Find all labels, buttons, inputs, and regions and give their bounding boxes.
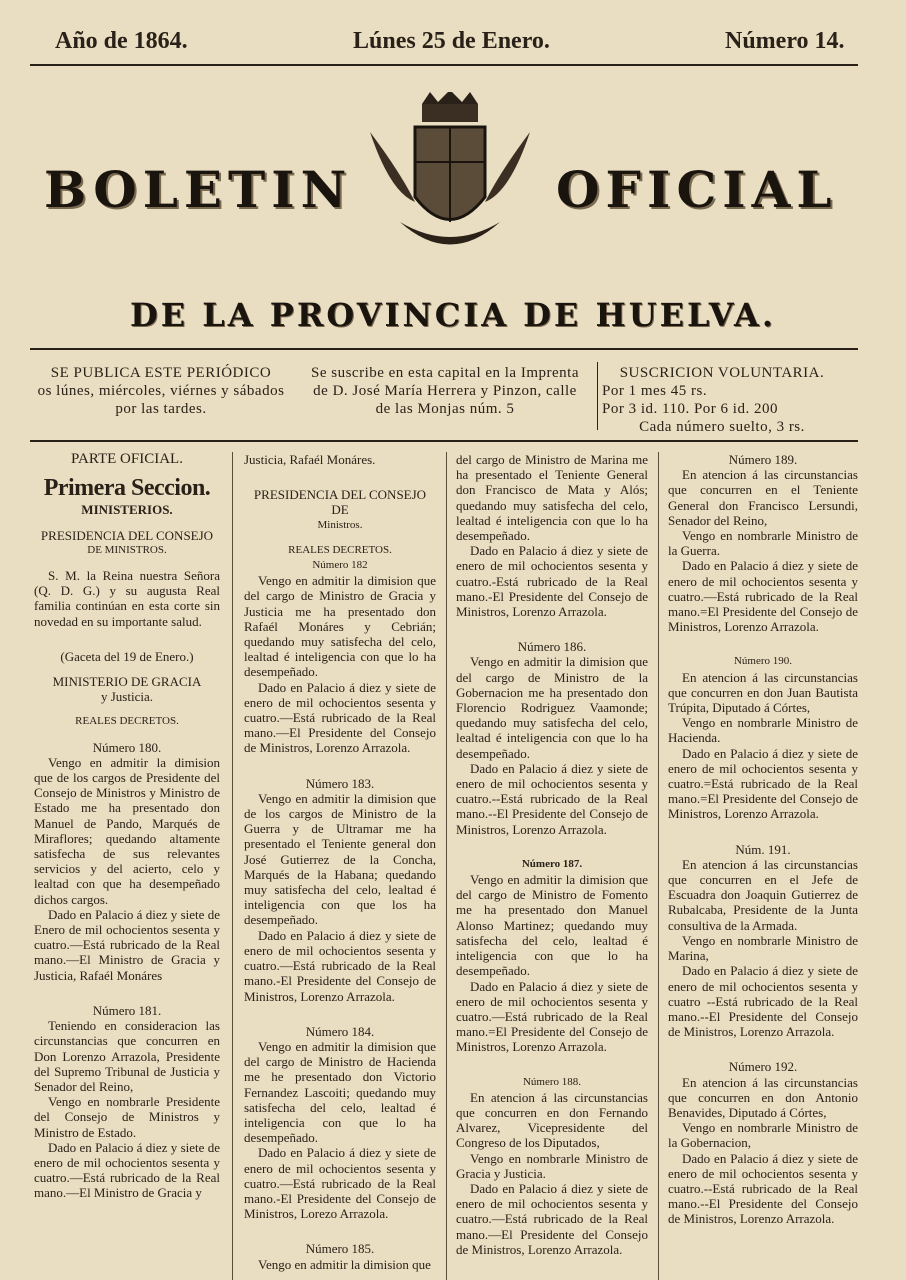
paragraph: Justicia, Rafaél Monáres. bbox=[244, 452, 376, 467]
decree-number: Número 185. bbox=[305, 1241, 375, 1257]
column-3 bbox=[456, 452, 648, 1257]
paragraph: Dado en Palacio á diez y siete de enero de mil ochocientos sesenta y cuatro --Está rubricado de la Real mano.--El Presidente del Consejo de Ministros, Lorenzo Arrazola. bbox=[668, 963, 858, 1040]
info-right-line: Cada número suelto, 3 rs. bbox=[639, 419, 805, 435]
paragraph: En atencion á las circunstancias que concurren en el Teniente General don Francisco Lersundi, Senador del Reino, bbox=[668, 467, 858, 528]
paragraph: En atencion á las circunstancias que concurren en don Juan Bautista Trúpita, Diputado á Córtes, bbox=[668, 669, 858, 716]
issue-number: Número 14. bbox=[725, 28, 845, 54]
paragraph: Dado en Palacio á diez y siete de enero de mil ochocientos sesenta y cuatro.—Está rubricado de la Real mano.—El Ministro de Gracia y bbox=[34, 1139, 220, 1201]
heading-line: MINISTERIO DE GRACIA bbox=[52, 674, 202, 690]
info-left-line: por las tardes. bbox=[115, 401, 207, 417]
paragraph: En atencion á las circunstancias que concurren en el Jefe de Escuadra don Joaquin Gutierrez de Rubalcaba, Presidente de la Junta consultiva de la Armada. bbox=[668, 856, 858, 933]
masthead-title-right: OFICIAL bbox=[556, 160, 838, 219]
decree-number: Número 192. bbox=[728, 1059, 798, 1075]
paragraph: En atencion á las circunstancias que concurren en don Antonio Benavides, Diputado á Córtes, bbox=[668, 1074, 858, 1120]
column-divider bbox=[658, 452, 659, 1280]
masthead-title-left: BOLETIN bbox=[44, 160, 353, 219]
heading-line: PRESIDENCIA DEL CONSEJO bbox=[40, 527, 214, 543]
column-4 bbox=[668, 452, 858, 1227]
paragraph: Dado en Palacio á diez y siete de enero de mil ochocientos sesenta y cuatro.--Está rubricado de la Real mano.--El Presidente del Consejo de Ministros, Lorenzo Arrazola. bbox=[668, 1150, 858, 1227]
issue-year: Año de 1864. bbox=[55, 28, 188, 54]
decree-number: Número 183. bbox=[305, 775, 375, 791]
paragraph: Dado en Palacio á diez y siete de enero de mil ochocientos sesenta y cuatro.—Está rubricado de la Real mano.-El Presidente del Consejo de Ministros, Lorenzo Arrazola. bbox=[244, 927, 436, 1004]
paragraph: Dado en Palacio á diez y siete de enero de mil ochocientos sesenta y cuatro.—Está rubricado de la Real mano.=El Presidente del Consejo de Ministros, Lorenzo Arrazola. bbox=[668, 558, 858, 635]
paragraph: Vengo en nombrarle Ministro de Marina, bbox=[668, 932, 858, 964]
info-center-line: de las Monjas núm. 5 bbox=[375, 401, 515, 417]
paragraph: del cargo de Ministro de Marina me ha presentado el Teniente General don Francisco de Mata y Alós; quedando muy satisfecha del celo, lealtad é inteligencia con que lo ha desempeñado. bbox=[456, 452, 648, 544]
paragraph: Dado en Palacio á diez y siete de enero de mil ochocientos sesenta y cuatro.—Está rubricado de la Real mano.=El Presidente del Consejo de Ministros, Lorenzo Arrazola. bbox=[456, 978, 648, 1055]
paragraph: Vengo en nombrarle Ministro de Gracia y Justicia. bbox=[456, 1150, 648, 1181]
heading-line: REALES DECRETOS. bbox=[75, 715, 179, 728]
heading-line: y Justicia. bbox=[101, 689, 153, 705]
column-2 bbox=[244, 452, 436, 1272]
heading-line: PRESIDENCIA DEL CONSEJO DE bbox=[253, 487, 427, 518]
header-line bbox=[55, 28, 845, 60]
section-title: Primera Seccion. bbox=[43, 475, 211, 502]
paragraph: Dado en Palacio á diez y siete de enero de mil ochocientos sesenta y cuatro.-Está rubricado de la Real mano.-El Presidente del Consejo de Ministros, Lorenzo Arrazola. bbox=[456, 543, 648, 620]
paragraph: Dado en Palacio á diez y siete de enero de mil ochocientos sesenta y cuatro.—Está rubricado de la Real mano.—El Presidente del Consejo de Ministros, Lorenzo Arrazola. bbox=[456, 1180, 648, 1257]
section-heading: PARTE OFICIAL. bbox=[71, 451, 183, 467]
masthead-rule bbox=[30, 348, 858, 350]
paragraph: Vengo en nombrarle Ministro de Hacienda. bbox=[668, 715, 858, 746]
subsection-heading: MINISTERIOS. bbox=[81, 502, 173, 518]
decree-number: Número 190. bbox=[733, 655, 793, 668]
info-center-line: de D. José María Herrera y Pinzon, calle bbox=[313, 383, 577, 399]
columns-top-rule bbox=[30, 440, 858, 442]
paragraph: Dado en Palacio á diez y siete de enero de mil ochocientos sesenta y cuatro.—Está rubricado de la Real mano.—El Presidente del Consejo de Ministros, Lorenzo Arrazola. bbox=[244, 679, 436, 756]
paragraph: Dado en Palacio á diez y siete de enero de mil ochocientos sesenta y cuatro.--Está rubricado de la Real mano.--El Presidente del Consejo de Ministros, Lorenzo Arrazola. bbox=[456, 760, 648, 837]
header-rule bbox=[30, 64, 858, 66]
column-divider bbox=[232, 452, 233, 1280]
paragraph: Vengo en admitir la dimision que del cargo de Ministro de la Gobernacion me ha presentado don Florencio Rodriguez Vaamonde; quedando muy satisfecha del celo, lealtad é inteligencia con que lo ha desempeñado. bbox=[456, 654, 648, 761]
decree-number: Número 187. bbox=[521, 857, 583, 870]
decree-number: Número 182 bbox=[312, 559, 368, 572]
decree-number: Número 181. bbox=[92, 1002, 162, 1018]
info-right-line: Por 1 mes 45 rs. bbox=[602, 383, 708, 399]
decree-number: Número 186. bbox=[517, 639, 587, 655]
issue-date: Lúnes 25 de Enero. bbox=[353, 28, 550, 54]
info-left-line: SE PUBLICA ESTE PERIÓDICO bbox=[50, 365, 272, 381]
info-divider bbox=[597, 362, 598, 430]
publication-schedule bbox=[30, 364, 292, 418]
paragraph: Vengo en nombrarle Presidente del Consejo de Ministros y Ministro de Estado. bbox=[34, 1094, 220, 1140]
paragraph: En atencion á las circunstancias que concurren en don Fernando Alvarez, Vicepresidente del Congreso de los Diputados, bbox=[456, 1089, 648, 1151]
info-left-line: os lúnes, miércoles, viérnes y sábados bbox=[37, 383, 285, 399]
paragraph: Vengo en admitir la dimision que de los cargos de Ministro de la Guerra y de Ultramar me ha presentado el Teniente general don José Gutierrez de la Concha, Marqués de la Habana; quedando muy satisfecha del celo, lealtad é inteligencia con que los ha desempeñado. bbox=[244, 790, 436, 928]
column-divider bbox=[446, 452, 447, 1280]
info-right-line: SUSCRICION VOLUNTARIA. bbox=[619, 365, 825, 381]
subscription-place bbox=[300, 364, 590, 418]
paragraph: S. M. la Reina nuestra Señora (Q. D. G.) y su augusta Real familia continúan en esta corte sin novedad en su importante salud. bbox=[34, 568, 220, 629]
heading-line: DE MINISTROS. bbox=[87, 543, 167, 556]
paragraph: Dado en Palacio á diez y siete de enero de mil ochocientos sesenta y cuatro.=Está rubricado de la Real mano.=El Presidente del Consejo de Ministros, Lorenzo Arrazola. bbox=[668, 745, 858, 822]
paragraph: Vengo en admitir la dimision que del cargo de Ministro de Gracia y Justicia me ha presentado don Rafaél Monáres y Cebrián; quedando muy satisfecha del celo, lealtad é inteligencia con que lo ha desempeñado. bbox=[244, 573, 436, 680]
decree-number: Número 180. bbox=[92, 739, 162, 755]
paragraph: Vengo en nombrarle Ministro de la Gobernacion, bbox=[668, 1120, 858, 1151]
paragraph: Dado en Palacio á diez y siete de Enero de mil ochocientos sesenta y cuatro.—Está rubricado de la Real mano.—El Ministro de Gracia y Justicia, Rafaél Monáres bbox=[34, 906, 220, 983]
decree-number: Núm. 191. bbox=[735, 841, 791, 857]
paragraph: Dado en Palacio á diez y siete de enero de mil ochocientos sesenta y cuatro.—Está rubricado de la Real mano.-El Presidente del Consejo de Ministros, Lorezo Arrazola. bbox=[244, 1145, 436, 1222]
subscription-prices bbox=[602, 364, 842, 436]
decree-number: Número 184. bbox=[305, 1023, 375, 1039]
column-1 bbox=[34, 452, 220, 1201]
paragraph: Vengo en admitir la dimision que de los cargos de Presidente del Consejo de Ministros y Ministro de Estado me ha presentado don Manuel de Pando, Marqués de Miraflores; quedando altamente satisfecha de sus relevantes servicios y del acierto, celo y lealtad con que ha desempeñado dichos cargos. bbox=[34, 754, 220, 907]
paragraph: Vengo en nombrarle Ministro de la Guerra. bbox=[668, 528, 858, 559]
heading-line: Ministros. bbox=[317, 518, 363, 531]
heading-line: REALES DECRETOS. bbox=[288, 543, 392, 556]
decree-number: Número 189. bbox=[728, 452, 798, 467]
paragraph: Vengo en admitir la dimision que bbox=[258, 1256, 431, 1272]
coat-of-arms-icon bbox=[360, 92, 540, 262]
paragraph: Vengo en admitir la dimision que del cargo de Ministro de Hacienda me he presentado don Victorio Fernandez Lascoiti; quedando muy satisfecha del celo, lealtad é inteligencia con que lo ha desempeñado. bbox=[244, 1038, 436, 1146]
info-right-line: Por 3 id. 110. Por 6 id. 200 bbox=[602, 401, 778, 417]
paragraph: Teniendo en consideracion las circunstancias que concurren en Don Lorenzo Arrazola, Presidente del Supremo Tribunal de Justicia y Senador del Reino, bbox=[34, 1018, 220, 1094]
source-note: (Gaceta del 19 de Enero.) bbox=[60, 648, 194, 664]
masthead-subtitle: DE LA PROVINCIA DE HUELVA. bbox=[130, 296, 776, 334]
decree-number: Número 188. bbox=[522, 1075, 582, 1088]
info-center-line: Se suscribe en esta capital en la Imprenta bbox=[311, 365, 579, 381]
paragraph: Vengo en admitir la dimision que del cargo de Ministro de Fomento me ha presentado don Manuel Alonso Martinez; quedando muy satisfecha del celo, lealtad é inteligencia con que lo ha desempeñado. bbox=[456, 872, 648, 979]
